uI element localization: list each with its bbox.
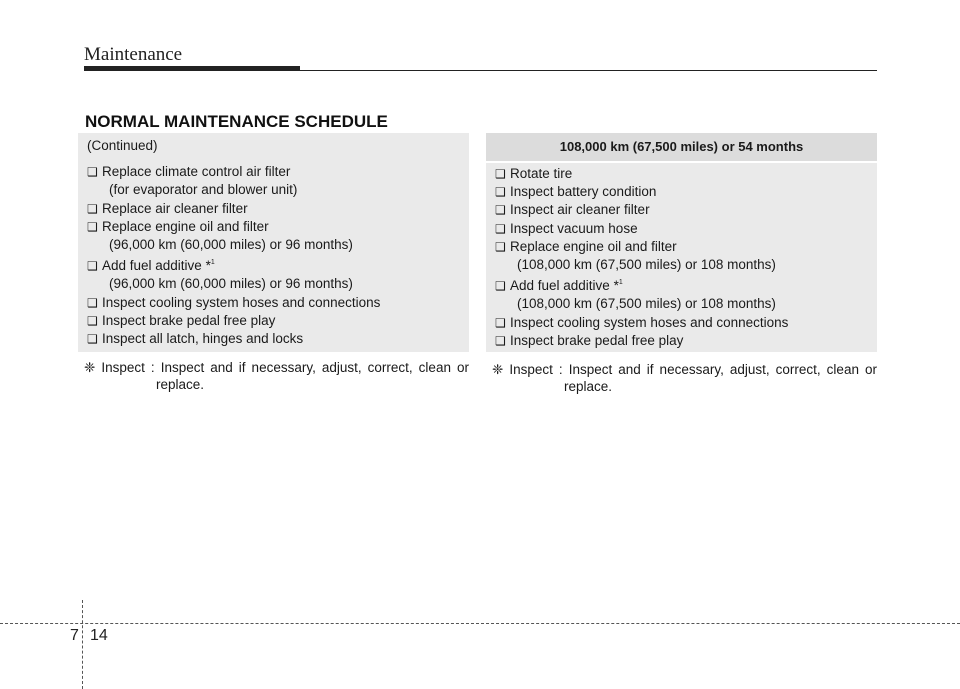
- schedule-item: [78, 330, 469, 348]
- checkbox-icon: ❑: [495, 333, 506, 348]
- schedule-item-text: Inspect battery condition: [510, 184, 657, 200]
- schedule-item-text: Add fuel additive *: [102, 258, 211, 274]
- schedule-item-text: Replace engine oil and filter: [102, 218, 269, 234]
- checkbox-icon: ❑: [495, 167, 506, 181]
- schedule-item: [486, 201, 877, 219]
- schedule-item: [486, 274, 877, 295]
- page-number: 14: [90, 627, 108, 644]
- schedule-item-text: Replace air cleaner filter: [102, 200, 248, 216]
- checkbox-icon: ❑: [495, 203, 506, 218]
- header-rule-thick: [84, 66, 300, 71]
- schedule-item: [486, 238, 877, 256]
- schedule-item-text: Replace climate control air filter: [102, 164, 291, 180]
- footnote-marker: 1: [618, 279, 623, 287]
- schedule-item: [486, 220, 877, 238]
- schedule-item: [486, 183, 877, 201]
- note-label: Inspect :: [101, 360, 155, 375]
- schedule-item: [78, 163, 469, 181]
- checkbox-icon: ❑: [87, 332, 98, 347]
- schedule-item-detail: (96,000 km (60,000 miles) or 96 months): [109, 237, 353, 253]
- note-text: Inspect and if necessary, adjust, correct, clean or: [568, 362, 877, 377]
- schedule-item-detail: (for evaporator and blower unit): [109, 182, 298, 198]
- footnote-marker: 1: [210, 259, 215, 267]
- schedule-item: [486, 165, 877, 183]
- checkbox-icon: ❑: [87, 201, 98, 216]
- schedule-item: [486, 332, 877, 350]
- checkbox-icon: ❑: [495, 315, 506, 330]
- schedule-item-text: Inspect cooling system hoses and connections: [510, 314, 789, 330]
- note-text: Inspect and if necessary, adjust, correct, clean or: [160, 360, 469, 375]
- schedule-item-detail: (108,000 km (67,500 miles) or 108 months): [517, 296, 776, 312]
- schedule-item-text: Inspect brake pedal free play: [102, 312, 276, 328]
- schedule-item-detail: (108,000 km (67,500 miles) or 108 months): [517, 257, 776, 273]
- schedule-item-text: Inspect air cleaner filter: [510, 202, 650, 218]
- schedule-item-text: Rotate tire: [510, 166, 573, 181]
- right-item-list: [486, 165, 877, 350]
- header-title: Maintenance: [84, 44, 183, 65]
- schedule-item: [486, 314, 877, 332]
- schedule-item: [78, 200, 469, 218]
- schedule-item-text: Inspect vacuum hose: [510, 220, 638, 236]
- checkbox-icon: ❑: [87, 313, 98, 328]
- schedule-item-text: Inspect all latch, hinges and locks: [102, 331, 304, 347]
- schedule-item: [78, 294, 469, 312]
- note-text-wrap: replace.: [156, 377, 205, 392]
- note-text-wrap: replace.: [564, 379, 613, 394]
- checkbox-icon: ❑: [495, 239, 506, 254]
- header-rule-thin: [300, 70, 877, 71]
- schedule-item-text: Inspect brake pedal free play: [510, 332, 684, 348]
- schedule-item: [78, 218, 469, 236]
- checkbox-icon: ❑: [87, 165, 98, 180]
- schedule-item-text: Replace engine oil and filter: [510, 238, 677, 254]
- schedule-item: [78, 312, 469, 330]
- schedule-item-text: Inspect cooling system hoses and connections: [102, 294, 381, 310]
- left-item-list: [78, 163, 469, 348]
- checkbox-icon: ❑: [87, 219, 98, 234]
- inspect-note-left: [84, 359, 469, 393]
- continued-label: (Continued): [87, 138, 158, 153]
- schedule-item-detail: (96,000 km (60,000 miles) or 96 months): [109, 276, 353, 292]
- right-schedule-box: [486, 163, 877, 352]
- checkbox-icon: ❑: [495, 185, 506, 200]
- footer-vertical-divider: [82, 600, 83, 689]
- left-schedule-box: [78, 133, 469, 352]
- checkbox-icon: ❑: [495, 221, 506, 236]
- footer-divider: [0, 623, 960, 624]
- schedule-item-text: Add fuel additive *: [510, 278, 619, 294]
- note-label: Inspect :: [509, 362, 563, 377]
- checkbox-icon: ❑: [87, 259, 98, 274]
- inspect-note-right: [492, 361, 877, 395]
- chapter-number: 7: [70, 627, 79, 644]
- right-schedule-heading: 108,000 km (67,500 miles) or 54 months: [486, 133, 877, 161]
- note-symbol: ❈: [492, 362, 504, 377]
- checkbox-icon: ❑: [87, 295, 98, 310]
- section-title: NORMAL MAINTENANCE SCHEDULE: [85, 112, 388, 131]
- schedule-item: [78, 254, 469, 275]
- note-symbol: ❈: [84, 360, 96, 375]
- checkbox-icon: ❑: [495, 279, 506, 294]
